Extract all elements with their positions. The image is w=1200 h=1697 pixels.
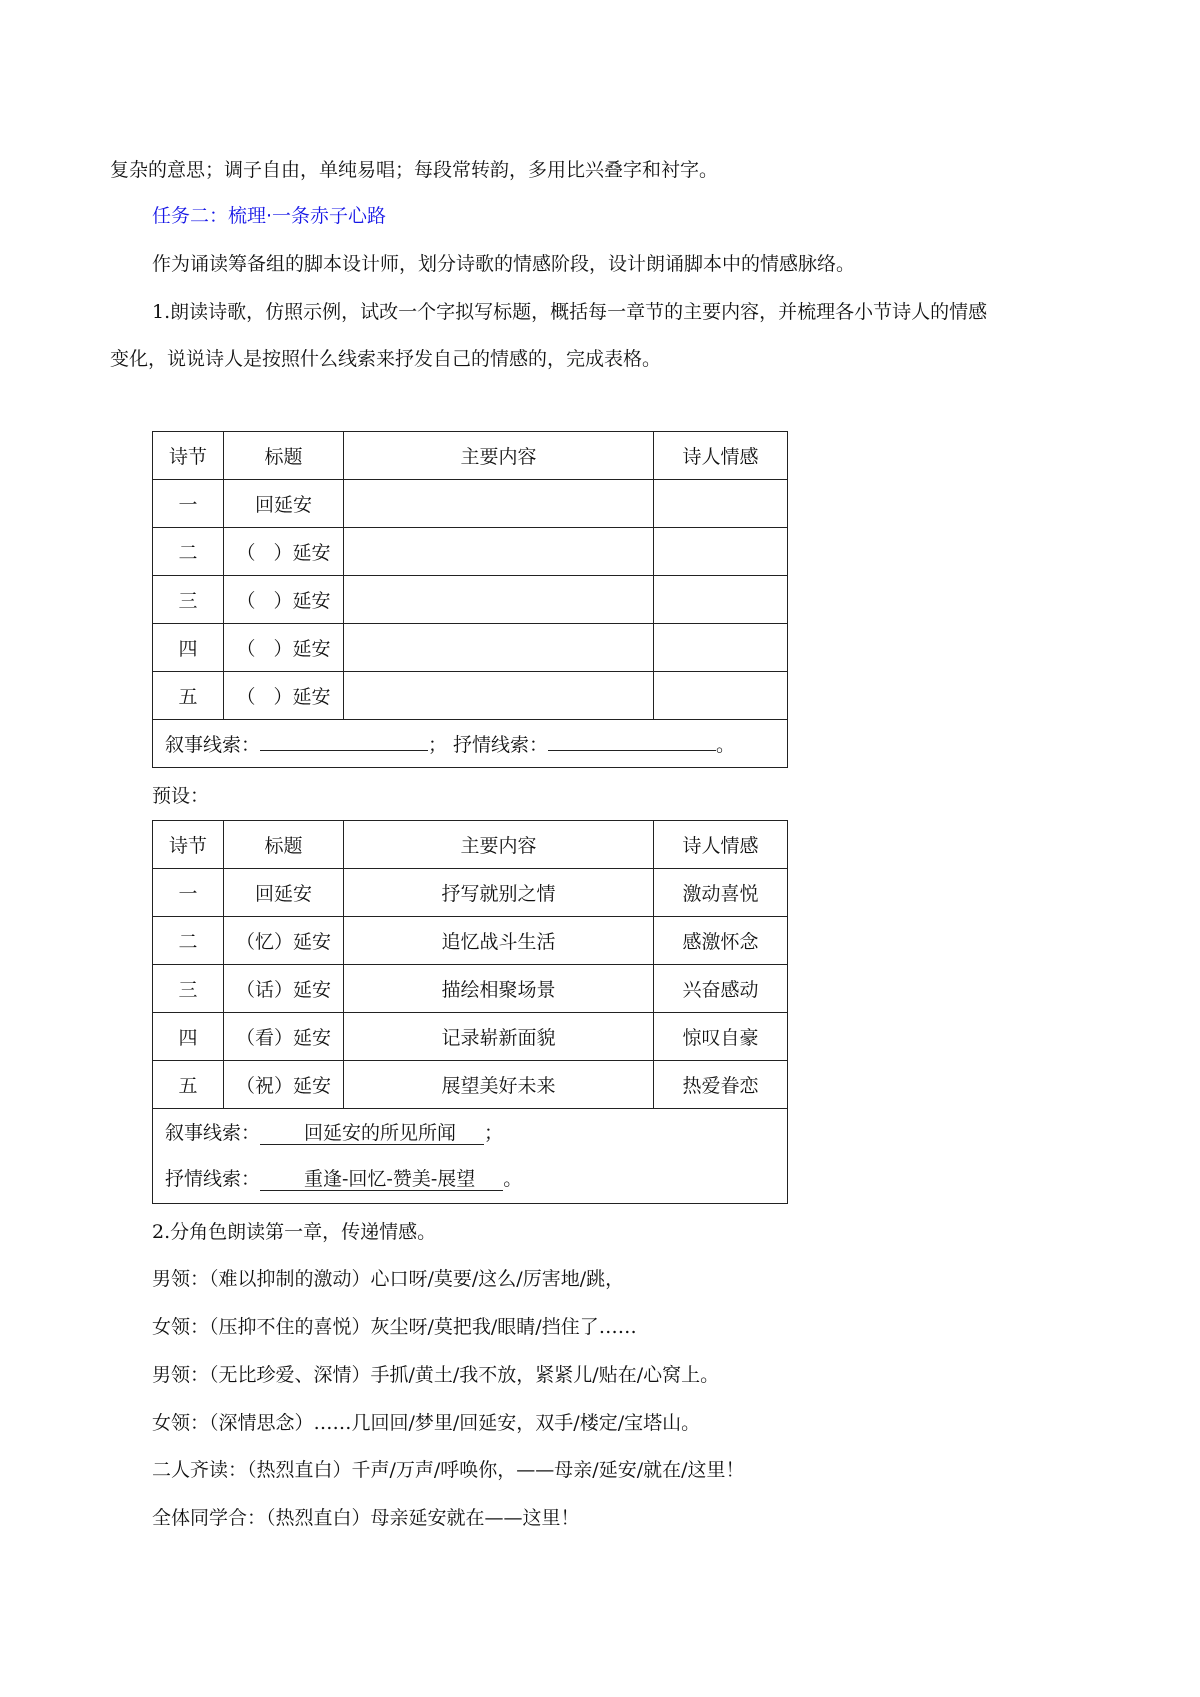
script-line: 二人齐读：（热烈直白）千声/万声/呼唤你，——母亲/延安/就在/这里！ — [152, 1459, 745, 1481]
stanza-cell: 二 — [153, 917, 224, 965]
header-title: 标题 — [224, 821, 344, 869]
table-row — [153, 480, 788, 528]
title-cell: 回延安 — [224, 480, 344, 528]
task-two-heading: 任务二：梳理·一条赤子心路 — [152, 205, 387, 227]
stanza-cell: 一 — [153, 869, 224, 917]
lyric-clue-answer: 重逢-回忆-赞美-展望 — [260, 1168, 503, 1191]
answer-emotion-table — [152, 820, 788, 1204]
question-two: 2.分角色朗读第一章，传递情感。 — [152, 1221, 437, 1243]
table-row — [153, 576, 788, 624]
script-line: 女领：（深情思念）……几回回/梦里/回延安，双手/楼定/宝塔山。 — [152, 1412, 701, 1434]
title-cell: （忆）延安 — [224, 917, 344, 965]
title-cell: （祝）延安 — [224, 1061, 344, 1109]
narrative-clue-answer: 回延安的所见所闻 — [260, 1122, 484, 1145]
clue-cell — [153, 720, 788, 768]
stanza-cell: 四 — [153, 1013, 224, 1061]
title-cell[interactable]: （ ）延安 — [224, 576, 344, 624]
stanza-cell: 四 — [153, 624, 224, 672]
table-header-row — [153, 432, 788, 480]
table-row — [153, 1013, 788, 1061]
narrative-clue-label: 叙事线索： — [165, 734, 261, 756]
table-row — [153, 672, 788, 720]
content-cell: 记录崭新面貌 — [344, 1013, 654, 1061]
emotion-cell: 惊叹自豪 — [654, 1013, 788, 1061]
question-one-line-2: 变化，说说诗人是按照什么线索来抒发自己的情感的，完成表格。 — [110, 348, 662, 370]
table-row — [153, 917, 788, 965]
emotion-cell[interactable] — [654, 672, 788, 720]
table-header-row — [153, 821, 788, 869]
emotion-cell: 激动喜悦 — [654, 869, 788, 917]
narrative-clue-end: ； — [484, 1122, 504, 1144]
stanza-cell: 三 — [153, 965, 224, 1013]
content-cell: 描绘相聚场景 — [344, 965, 654, 1013]
header-title: 标题 — [224, 432, 344, 480]
table-row — [153, 1061, 788, 1109]
emotion-cell: 感激怀念 — [654, 917, 788, 965]
task-description: 作为诵读筹备组的脚本设计师，划分诗歌的情感阶段，设计朗诵脚本中的情感脉络。 — [152, 253, 856, 275]
title-cell: （话）延安 — [224, 965, 344, 1013]
header-stanza: 诗节 — [153, 821, 224, 869]
stanza-cell: 三 — [153, 576, 224, 624]
header-content: 主要内容 — [344, 821, 654, 869]
title-cell[interactable]: （ ）延安 — [224, 672, 344, 720]
emotion-cell: 热爱眷恋 — [654, 1061, 788, 1109]
title-cell[interactable]: （ ）延安 — [224, 624, 344, 672]
clue-cell — [153, 1109, 788, 1204]
lyric-clue-label: 抒情线索： — [453, 734, 549, 756]
content-cell[interactable] — [344, 624, 654, 672]
emotion-cell[interactable] — [654, 480, 788, 528]
lyric-clue-blank[interactable] — [548, 732, 716, 751]
table-row — [153, 624, 788, 672]
stanza-cell: 一 — [153, 480, 224, 528]
blank-emotion-table — [152, 431, 788, 768]
content-cell: 追忆战斗生活 — [344, 917, 654, 965]
content-cell[interactable] — [344, 528, 654, 576]
lyric-clue-end: 。 — [503, 1168, 523, 1190]
content-cell[interactable] — [344, 672, 654, 720]
narrative-clue-blank[interactable] — [260, 732, 428, 751]
narrative-clue-label: 叙事线索： — [165, 1122, 261, 1144]
script-line: 女领：（压抑不住的喜悦）灰尘呀/莫把我/眼睛/挡住了…… — [152, 1316, 637, 1338]
emotion-cell: 兴奋感动 — [654, 965, 788, 1013]
lyric-clue-label: 抒情线索： — [165, 1168, 261, 1190]
table-row — [153, 528, 788, 576]
lyric-clue-line — [165, 1156, 787, 1202]
script-line: 男领：（无比珍爱、深情）手抓/黄土/我不放，紧紧儿/贴在/心窝上。 — [152, 1364, 720, 1386]
clue-end: 。 — [716, 734, 736, 756]
title-cell: （看）延安 — [224, 1013, 344, 1061]
script-line: 男领：（难以抑制的激动）心口呀/莫要/这么/厉害地/跳， — [152, 1268, 625, 1290]
header-emotion: 诗人情感 — [654, 821, 788, 869]
title-cell[interactable]: （ ）延安 — [224, 528, 344, 576]
header-emotion: 诗人情感 — [654, 432, 788, 480]
content-cell[interactable] — [344, 576, 654, 624]
emotion-cell[interactable] — [654, 624, 788, 672]
emotion-cell[interactable] — [654, 576, 788, 624]
emotion-cell[interactable] — [654, 528, 788, 576]
stanza-cell: 二 — [153, 528, 224, 576]
stanza-cell: 五 — [153, 672, 224, 720]
intro-tail-text: 复杂的意思；调子自由，单纯易唱；每段常转韵，多用比兴叠字和衬字。 — [110, 159, 719, 181]
table-row — [153, 965, 788, 1013]
table-row — [153, 869, 788, 917]
header-stanza: 诗节 — [153, 432, 224, 480]
clue-separator: ； — [428, 734, 448, 756]
content-cell: 抒写就别之情 — [344, 869, 654, 917]
clue-row — [153, 1109, 788, 1204]
question-one-line-1: 1.朗读诗歌，仿照示例，试改一个字拟写标题，概括每一章节的主要内容，并梳理各小节诗人的情感 — [152, 301, 988, 323]
clue-row — [153, 720, 788, 768]
header-content: 主要内容 — [344, 432, 654, 480]
preset-label: 预设： — [152, 785, 210, 807]
script-line: 全体同学合：（热烈直白）母亲延安就在——这里！ — [152, 1507, 580, 1529]
content-cell: 展望美好未来 — [344, 1061, 654, 1109]
narrative-clue-line — [165, 1110, 787, 1156]
content-cell[interactable] — [344, 480, 654, 528]
title-cell: 回延安 — [224, 869, 344, 917]
stanza-cell: 五 — [153, 1061, 224, 1109]
